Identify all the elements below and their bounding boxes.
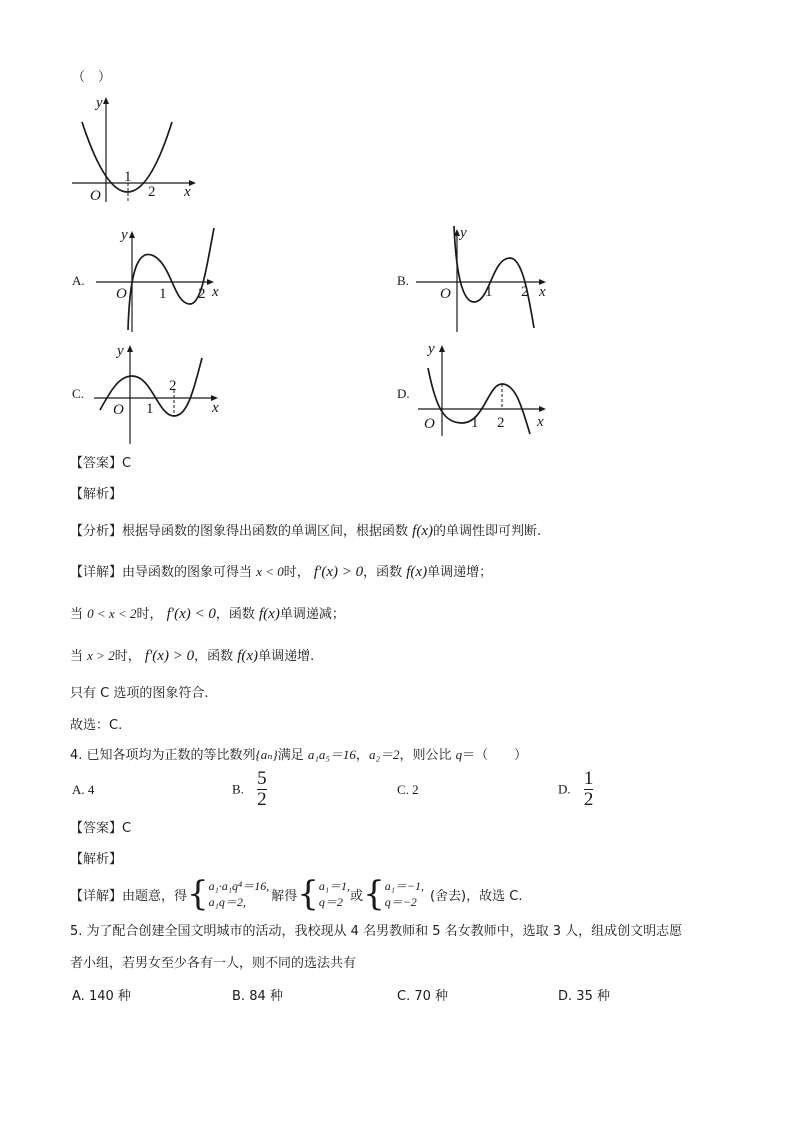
- left-brace: {: [297, 874, 319, 914]
- answer-blank-paren: （ ）: [72, 70, 112, 85]
- detail-text: ，函数: [363, 565, 403, 580]
- q4-answer-line: [70, 817, 131, 836]
- denominator: 2: [257, 789, 267, 810]
- option-value: 4: [87, 782, 95, 797]
- y-axis-arrow: [439, 345, 445, 352]
- detail-text: 当: [70, 607, 84, 622]
- q4-option-c: [397, 782, 419, 798]
- option-label: A.: [72, 989, 85, 1004]
- answer-value: C: [122, 456, 132, 471]
- answer-tag: 【答案】: [70, 821, 123, 836]
- detail-text: (舍去)，故选 C.: [429, 888, 523, 904]
- left-brace: {: [363, 874, 385, 914]
- y-axis-label: y: [460, 225, 467, 241]
- fenxi-text: 的单调性即可判断.: [433, 524, 542, 539]
- given-derivative-graph: [68, 92, 204, 204]
- condition-expr: a₁a₅＝16: [307, 747, 356, 762]
- option-d-label: D.: [397, 386, 410, 401]
- q3-choice: 故选：C.: [70, 718, 123, 733]
- equation: q＝2: [318, 895, 343, 909]
- equation: q＝−2: [384, 895, 417, 909]
- left-brace: {: [187, 874, 209, 914]
- y-axis-arrow: [127, 345, 133, 352]
- fx-expr: f(x): [259, 606, 280, 622]
- ratio-variable: q: [455, 747, 463, 762]
- tick-label: 1: [471, 415, 479, 431]
- option-a-graph: [92, 224, 232, 334]
- option-value: 70 种: [414, 989, 449, 1004]
- condition-expr: x < 0: [256, 564, 284, 579]
- fx-expr: f(x): [412, 523, 433, 539]
- q3-detail-line-1: [70, 561, 492, 581]
- q3-detail-line-2: [70, 603, 345, 623]
- origin-label: O: [440, 286, 451, 302]
- xiangjie-tag: 【详解】: [70, 565, 123, 580]
- x-axis-label: x: [212, 284, 219, 300]
- derivative-expr: f′(x) > 0: [144, 648, 195, 664]
- curve: [428, 368, 530, 434]
- option-value: 2: [412, 782, 419, 797]
- x-axis-label: x: [539, 284, 546, 300]
- detail-text: 时，: [114, 649, 141, 664]
- y-axis-label: y: [428, 341, 435, 357]
- option-label: D.: [558, 989, 573, 1004]
- detail-text: 由导函数的图象可得当: [122, 565, 253, 580]
- detail-text: 或: [350, 888, 364, 904]
- q4-analysis-tag: 【解析】: [70, 852, 123, 867]
- detail-text: 时，: [136, 607, 163, 622]
- equation: a₁＝1,: [318, 879, 351, 893]
- detail-text: 时，: [283, 565, 310, 580]
- option-value: 35 种: [576, 989, 610, 1004]
- fraction: [257, 770, 267, 809]
- tick-label: 1: [146, 401, 154, 417]
- tick-label: 1: [124, 169, 132, 185]
- condition-expr: a₂＝2: [368, 747, 400, 762]
- y-axis-label: y: [121, 227, 128, 243]
- option-value: 140 种: [88, 989, 131, 1004]
- xiangjie-tag: 【详解】: [70, 888, 123, 904]
- detail-text: 单调递增.: [258, 649, 315, 664]
- detail-text: 当: [70, 649, 84, 664]
- derivative-expr: f′(x) > 0: [313, 564, 364, 580]
- detail-text: ，函数: [215, 607, 255, 622]
- solution-system: [319, 878, 350, 910]
- detail-text: 由题意，得: [122, 888, 188, 904]
- fraction: [584, 770, 594, 809]
- denominator: 2: [583, 789, 594, 810]
- stem-text: 满足: [277, 748, 304, 763]
- y-axis-arrow: [103, 97, 109, 104]
- tick-label: 2: [169, 378, 177, 394]
- option-label: C.: [397, 782, 409, 797]
- q5-option-d: [558, 985, 610, 1004]
- x-axis-label: x: [212, 400, 219, 416]
- x-axis-label: x: [537, 414, 544, 430]
- q5-option-b: [232, 985, 283, 1004]
- equation: a₁·a₁q⁴＝16,: [208, 879, 270, 893]
- option-c-label: C.: [72, 386, 84, 401]
- option-label: D.: [558, 781, 571, 797]
- origin-label: O: [113, 402, 124, 418]
- curve: [454, 226, 534, 328]
- q5-option-a: [72, 985, 131, 1004]
- tick-label: 1: [485, 284, 493, 300]
- equation: a₁＝−1,: [384, 879, 424, 893]
- fx-expr: f(x): [406, 564, 428, 580]
- fx-expr: f(x): [237, 648, 259, 664]
- derivative-expr: f′(x) < 0: [166, 606, 216, 622]
- option-d-graph: [414, 338, 560, 438]
- tick-label: 2: [497, 415, 505, 431]
- option-label: C.: [397, 989, 411, 1004]
- stem-text: 4. 已知各项均为正数的等比数列: [70, 748, 256, 763]
- y-axis-label: y: [117, 343, 124, 359]
- option-label: B.: [232, 781, 244, 797]
- tick-label: 2: [198, 286, 206, 302]
- x-axis-arrow: [539, 406, 546, 412]
- q3-detail-line-3: [70, 645, 314, 665]
- detail-text: 解得: [271, 888, 298, 904]
- fenxi-tag: 【分析】: [70, 524, 123, 539]
- tick-label: 2: [148, 184, 156, 200]
- sequence-expr: {aₙ}: [255, 747, 278, 762]
- origin-label: O: [116, 286, 127, 302]
- q3-fenxi-line: [70, 520, 541, 540]
- curve: [128, 228, 214, 330]
- equation: a₁q＝2,: [208, 895, 246, 909]
- q5-stem-line-1: 5. 为了配合创建全国文明城市的活动，我校现从 4 名男教师和 5 名女教师中，选取 3 人，组成创文明志愿: [70, 924, 683, 939]
- fenxi-text: 根据导函数的图象得出函数的单调区间，根据函数: [122, 524, 409, 539]
- q3-answer-line: [70, 452, 131, 471]
- q4-option-a: [72, 782, 94, 798]
- q3-analysis-tag: 【解析】: [70, 487, 123, 502]
- origin-label: O: [424, 416, 435, 432]
- stem-text: ＝（ ）: [462, 748, 528, 763]
- stem-text: ，: [355, 748, 369, 763]
- q5-option-c: [397, 985, 448, 1004]
- q4-detail-line: [70, 874, 522, 914]
- x-axis-label: x: [184, 184, 191, 200]
- answer-tag: 【答案】: [70, 456, 123, 471]
- tick-label: 1: [159, 286, 167, 302]
- rejected-system: [385, 878, 424, 910]
- option-b-label: B.: [397, 273, 409, 288]
- numerator: 5: [257, 768, 267, 789]
- y-axis-arrow: [129, 231, 135, 238]
- answer-value: C: [122, 821, 132, 836]
- stem-text: ，则公比: [399, 748, 452, 763]
- condition-expr: 0 < x < 2: [87, 606, 137, 621]
- option-value: 84 种: [249, 989, 283, 1004]
- tick-label: 2: [521, 284, 529, 300]
- q5-stem-line-2: 者小组，若男女至少各有一人，则不同的选法共有: [70, 956, 357, 971]
- option-c-graph: [92, 338, 232, 446]
- option-b-graph: [412, 222, 562, 334]
- equation-system: [209, 878, 270, 910]
- option-a-label: A.: [72, 273, 85, 288]
- option-label: B.: [232, 989, 246, 1004]
- q4-option-b: [232, 770, 267, 809]
- q3-conclusion: 只有 C 选项的图象符合.: [70, 686, 209, 701]
- origin-label: O: [90, 188, 101, 204]
- detail-text: ，函数: [194, 649, 234, 664]
- detail-text: 单调递减；: [279, 607, 345, 622]
- option-label: A.: [72, 782, 85, 797]
- y-axis-label: y: [96, 95, 103, 111]
- condition-expr: x > 2: [87, 648, 115, 663]
- q4-option-d: [558, 770, 593, 809]
- detail-text: 单调递增；: [427, 565, 493, 580]
- numerator: 1: [583, 768, 594, 789]
- q4-stem: [70, 744, 527, 763]
